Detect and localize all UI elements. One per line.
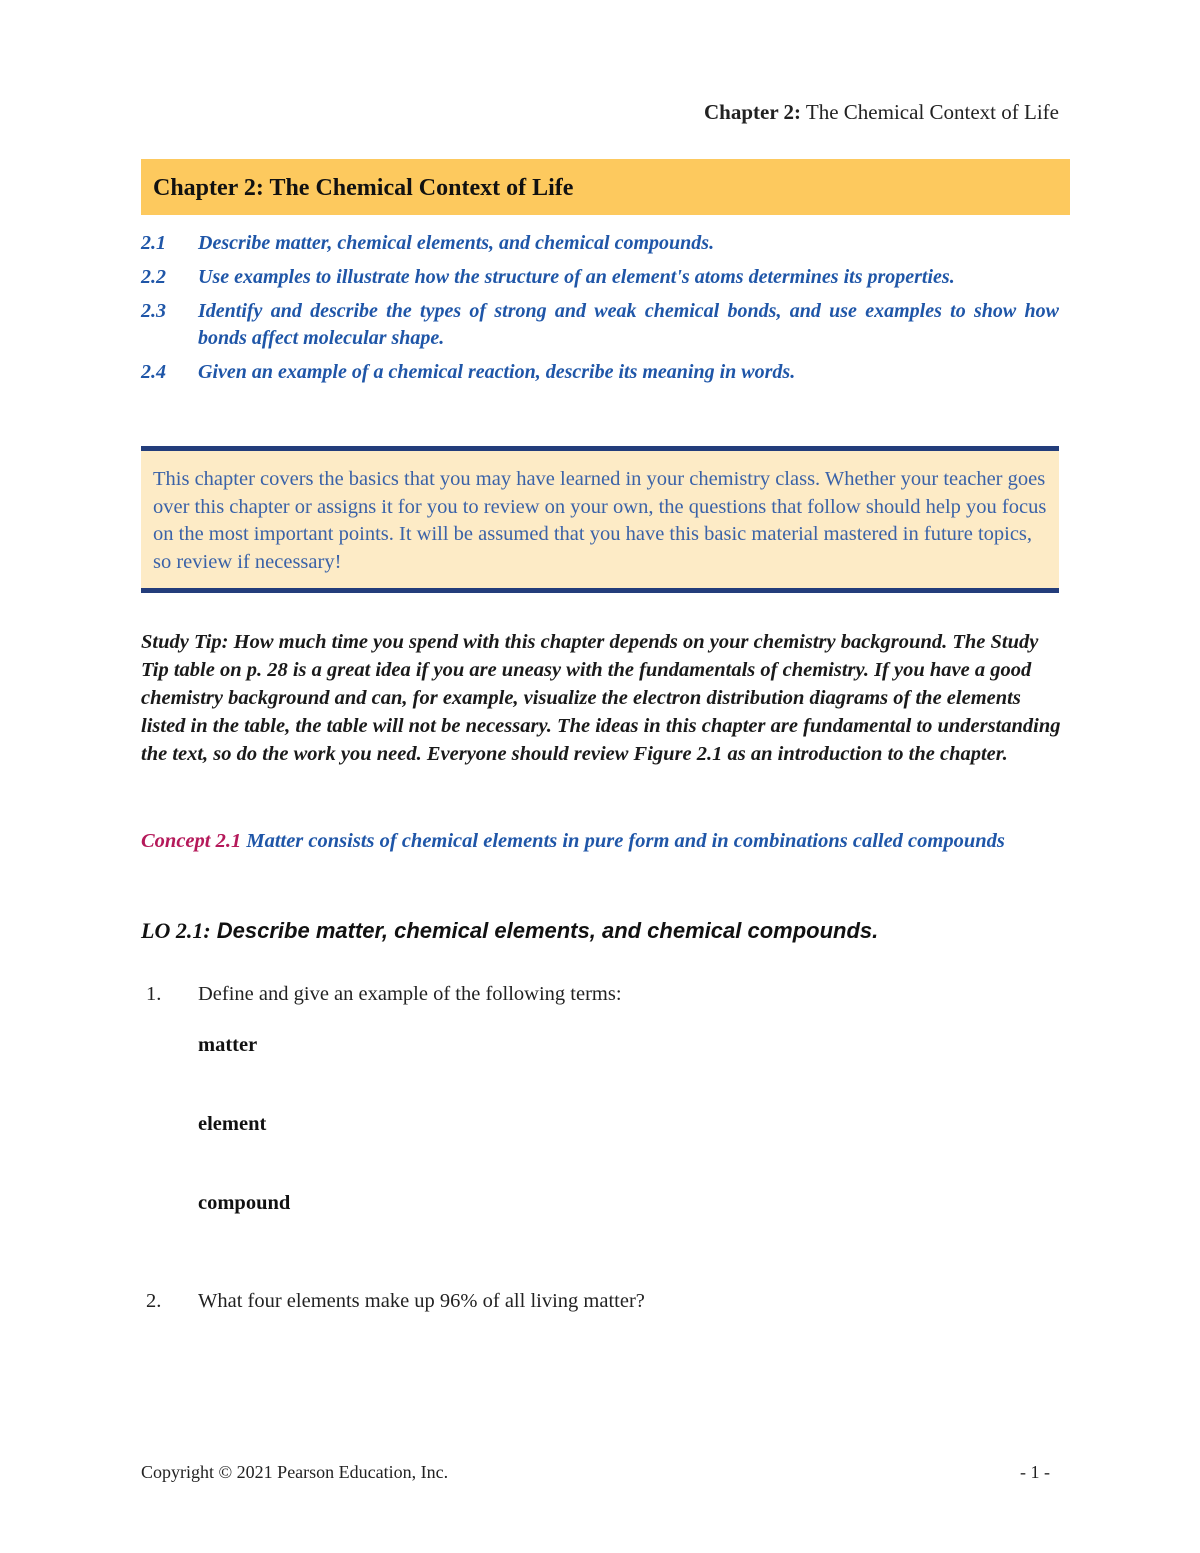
question-text: What four elements make up 96% of all living matter? xyxy=(198,1290,645,1312)
chapter-title-banner xyxy=(141,159,1070,215)
running-header-title: The Chemical Context of Life xyxy=(801,100,1059,124)
lo-label: LO 2.1: xyxy=(141,918,211,943)
objective-item xyxy=(141,359,1059,386)
term-element: element xyxy=(198,1113,267,1135)
objective-number: 2.3 xyxy=(141,300,166,322)
objective-text: Identify and describe the types of strong and weak chemical bonds, and use examples to show how bonds affect molecular shape. xyxy=(198,300,1059,349)
lo-text: Describe matter, chemical elements, and chemical compounds. xyxy=(210,918,879,943)
term-compound: compound xyxy=(198,1192,291,1214)
question-text: Define and give an example of the following terms: xyxy=(198,983,622,1005)
objective-number: 2.2 xyxy=(141,266,166,288)
chapter-title: Chapter 2: The Chemical Context of Life xyxy=(153,175,574,201)
objective-item xyxy=(141,230,1059,257)
chapter-intro-callout xyxy=(141,446,1059,593)
running-header xyxy=(704,100,1059,125)
running-header-chapter: Chapter 2: xyxy=(704,100,802,124)
objective-item xyxy=(141,298,1059,352)
objective-number: 2.4 xyxy=(141,361,166,383)
term-matter: matter xyxy=(198,1034,258,1056)
objective-item xyxy=(141,264,1059,291)
study-tip-paragraph: Study Tip: How much time you spend with this chapter depends on your chemistry background. The Study Tip table on p. 28 is a great idea if you are uneasy with the fundamentals of chemistry. If you have a good chemistry background and can, for example, visualize the electron distribution diagrams of the elements listed in the table, the table will not be necessary. The ideas in this chapter are fundamental to understanding the text, so do the work you need. Everyone should review Figure 2.1 as an introduction to the chapter. xyxy=(141,631,1061,765)
callout-text: This chapter covers the basics that you may have learned in your chemistry class. Whether your teacher goes over this chapter or assigns it for you to review on your own, the questions that follow should help you focus on the most important points. It will be assumed that you have this basic material mastered in future topics, so review if necessary! xyxy=(153,468,1047,573)
objective-text: Use examples to illustrate how the structure of an element's atoms determines its properties. xyxy=(198,266,955,288)
footer-copyright: Copyright © 2021 Pearson Education, Inc. xyxy=(141,1462,449,1482)
question-number: 1. xyxy=(146,983,162,1005)
question-item xyxy=(146,1290,645,1313)
question-item xyxy=(146,983,622,1006)
concept-text: Matter consists of chemical elements in pure form and in combinations called compounds xyxy=(241,830,1005,852)
learning-objective-heading xyxy=(141,918,878,944)
concept-heading xyxy=(141,828,1061,855)
objective-number: 2.1 xyxy=(141,232,166,254)
footer-page-number: - 1 - xyxy=(1020,1462,1050,1482)
concept-label: Concept 2.1 xyxy=(141,830,242,852)
question-number: 2. xyxy=(146,1290,162,1312)
objective-text: Describe matter, chemical elements, and chemical compounds. xyxy=(198,232,715,254)
learning-objectives-list xyxy=(141,230,1059,393)
objective-text: Given an example of a chemical reaction, describe its meaning in words. xyxy=(198,361,796,383)
